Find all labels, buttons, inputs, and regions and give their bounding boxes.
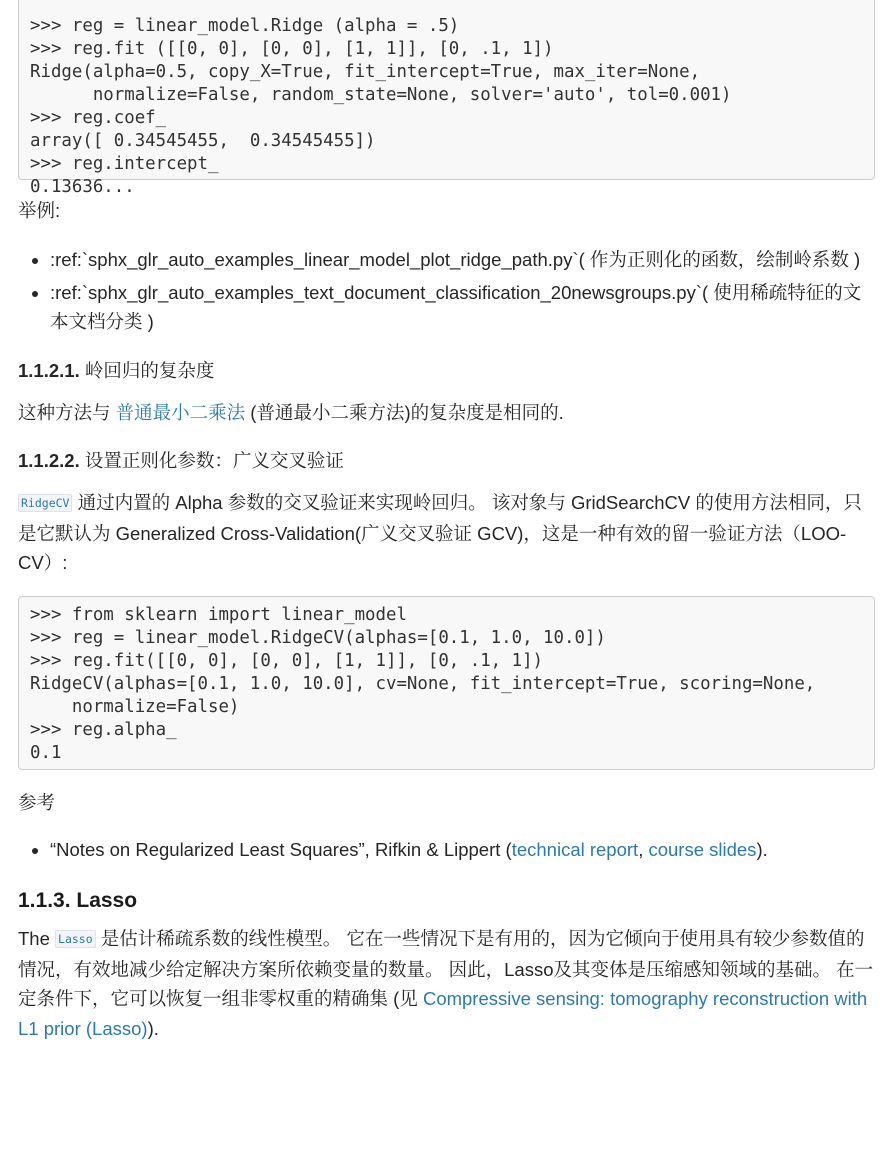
code-block-ridge [18,0,875,197]
code-line: normalize=False, random_state=None, solver='auto', tol=0.001) [30,85,732,105]
complexity-paragraph [18,398,875,428]
code-line: >>> reg.fit ([[0, 0], [0, 0], [1, 1]], [0, .1, 1]) [30,39,554,59]
code-line: >>> reg.fit([[0, 0], [0, 0], [1, 1]], [0, .1, 1]) [30,650,544,671]
code-line: >>> reg = linear_model.Ridge (alpha = .5) [30,16,460,36]
document-page [18,0,875,1043]
code-line: normalize=False) [30,696,240,717]
code-line: RidgeCV(alphas=[0.1, 1.0, 10.0], cv=None, fit_intercept=True, scoring=None, [30,673,816,694]
paragraph-text: 这种方法与 [18,401,116,423]
code-line: 0.13636... [30,177,135,197]
code-block-ridgecv [18,596,875,770]
references-list [18,835,875,865]
reference-text: ). [756,838,768,860]
paragraph-text: 是估计稀疏系数的线性模型。 它在一些情况下是有用的，因为它倾向于使用具有较少参数值的情况，有效地减少给定解决方案所依赖变量的数量。 因此，Lasso及其变体是压缩感知领域的基础。 在一定条件下，它可以恢复一组非零权重的精确集 (见 [18,928,874,1009]
paragraph-text: 通过内置的 Alpha 参数的交叉验证来实现岭回归。 该对象与 GridSearchCV 的使用方法相同，只是它默认为 Generalized Cross-Validation(广义交叉验证 GCV)，这是一种有效的留一验证方法（LOO-CV）: [18,492,862,573]
section-number: 1.1.2.1. [18,359,80,381]
section-heading-complexity [18,357,875,385]
section-heading-gcv [18,447,875,475]
code-line: >>> reg.coef_ [30,108,167,128]
reference-separator: , [638,838,649,860]
compressive-sensing-link[interactable]: Compressive sensing: tomography reconstruction with L1 prior (Lasso) [18,988,868,1039]
ridgecv-code-link[interactable]: RidgeCV [18,494,72,512]
code-line: 0.1 [30,742,62,763]
gcv-paragraph [18,488,875,578]
examples-list [18,245,875,337]
list-item: • :ref:`sphx_glr_auto_examples_text_document_classification_20newsgroups.py`( 使用稀疏特征的文本文档分类 ) [50,278,875,337]
list-item: • :ref:`sphx_glr_auto_examples_linear_model_plot_ridge_path.py`( 作为正则化的函数，绘制岭系数 ) [50,245,875,275]
code-line: >>> from sklearn import linear_model [30,604,407,625]
paragraph-text: (普通最小二乘方法)的复杂度是相同的. [245,401,564,423]
section-title: 岭回归的复杂度 [84,359,215,381]
code-line: >>> reg = linear_model.RidgeCV(alphas=[0.1, 1.0, 10.0]) [30,627,606,648]
section-title: 设置正则化参数：广义交叉验证 [84,450,344,471]
section-number: 1.1.2.2. [18,450,80,471]
technical-report-link[interactable]: technical report [511,838,639,860]
lasso-paragraph [18,924,875,1043]
examples-label: 举例: [18,200,61,221]
section-heading-lasso: 1.1.3. Lasso [18,889,138,912]
paragraph-text: The [18,928,56,949]
course-slides-link[interactable]: course slides [648,838,757,860]
ols-link[interactable]: 普通最小二乘法 [115,401,246,423]
code-line: array([ 0.34545455, 0.34545455]) [30,131,376,151]
paragraph-text: ). [147,1017,159,1039]
list-item [50,835,875,865]
lasso-code-link[interactable]: Lasso [55,930,96,948]
references-label: 参考 [18,791,56,813]
reference-text: “Notes on Regularized Least Squares”, Rifkin & Lippert ( [50,838,512,860]
code-line: >>> reg.alpha_ [30,719,177,740]
code-line: Ridge(alpha=0.5, copy_X=True, fit_intercept=True, max_iter=None, [30,62,701,82]
code-line: >>> reg.intercept_ [30,154,219,174]
